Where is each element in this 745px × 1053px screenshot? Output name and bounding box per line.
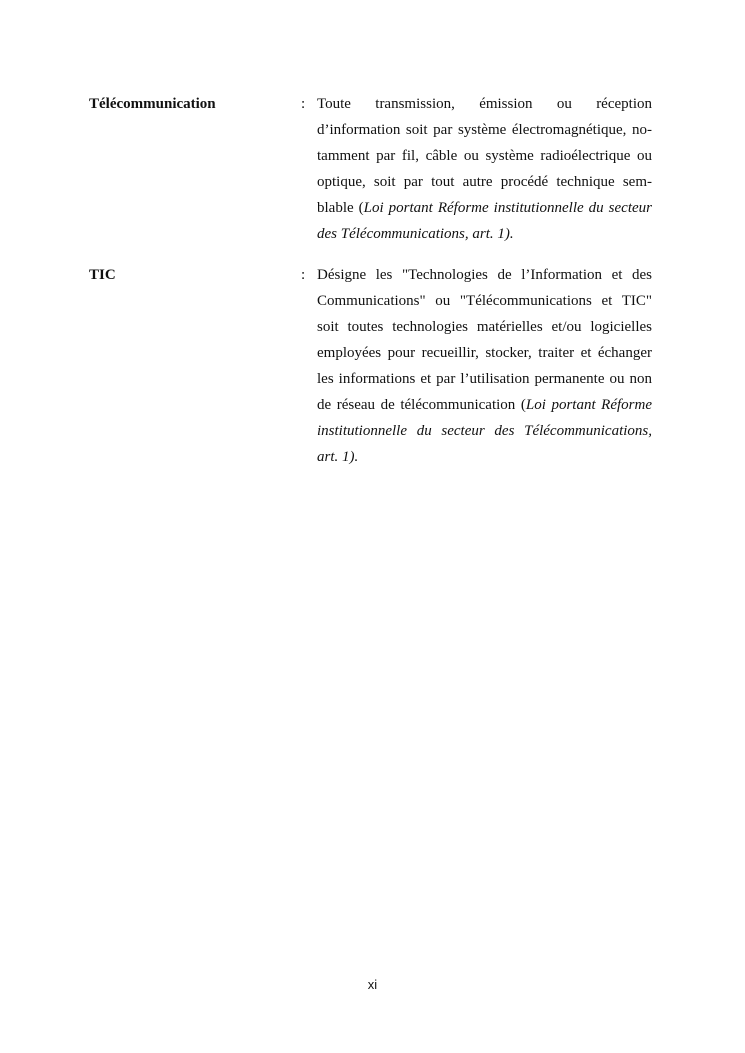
definition-text: Désigne les "Technologies de l’Information et des Communications" ou "Télécommunications et TIC" soit toutes technologies matérielles et/ou logicielles employées pour recueillir, stocker, traiter et échanger les informations et par l’utilisation permanente ou non de réseau de télécommunication ( (317, 267, 652, 413)
law-reference: Loi portant Réforme institutionnelle du secteur des Télécommunications, art. 1). (317, 200, 652, 242)
glossary-term: Télécommunication (89, 96, 216, 112)
page-number: xi (367, 977, 378, 992)
law-reference: Loi portant Réforme institutionnelle du secteur des Télécommunications, art. 1). (317, 397, 652, 465)
glossary-term: TIC (89, 267, 116, 283)
glossary-definition (317, 262, 652, 470)
definition-text: Toute transmission, émission ou réception d’information soit par système électromagnétique, notamment par fil, câble ou système radioélectrique ou optique, soit par tout autre procédé technique semblable ( (317, 96, 652, 216)
term-separator: : (301, 267, 306, 283)
term-separator: : (301, 96, 306, 112)
glossary-definition (317, 91, 652, 247)
